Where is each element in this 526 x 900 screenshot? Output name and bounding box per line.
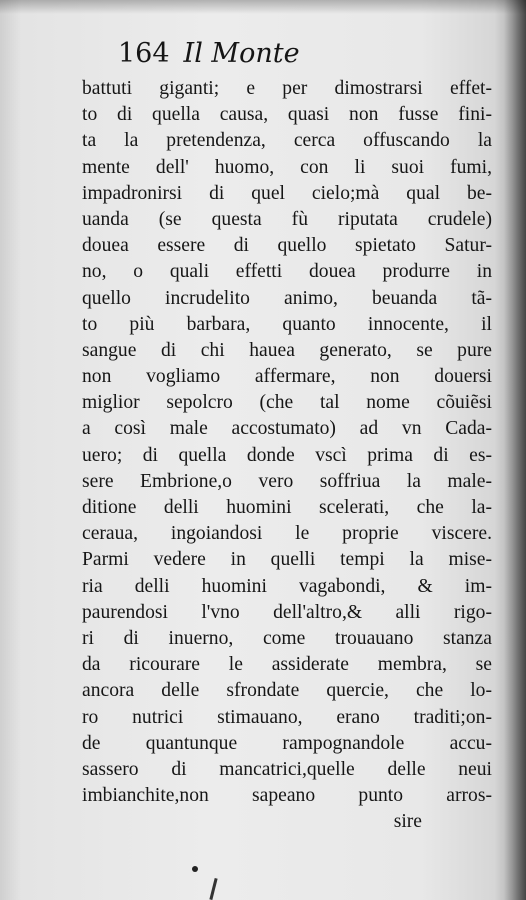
text-line: uero; di quella donde vscì prima di es-: [82, 444, 492, 466]
text-line: battuti giganti; e per dimostrarsi effet-: [82, 78, 492, 99]
text-line: de quantunque rampognandole accu-: [82, 732, 492, 754]
text-line: mente dell' huomo, con li suoi fumi,: [82, 156, 492, 178]
text-line: sere Embrione,o vero soffriua la male-: [82, 470, 492, 492]
text-line: ancora delle sfrondate quercie, che lo-: [82, 680, 492, 702]
ink-dot: [192, 866, 198, 872]
running-header: [118, 38, 300, 69]
running-title: Il Monte: [183, 38, 300, 69]
catchword: sire: [393, 811, 422, 833]
text-line: sangue di chi hauea generato, se pure: [82, 339, 492, 361]
text-line: to di quella causa, quasi non fusse fini-: [82, 104, 492, 126]
text-line: imbianchite,non sapeano punto arros-: [82, 785, 492, 807]
text-line: da ricourare le assiderate membra, se: [82, 654, 492, 676]
text-line: sassero di mancatrici,quelle delle neui: [82, 758, 492, 780]
text-line: non vogliamo affermare, non douersi: [82, 366, 492, 388]
text-line: uanda (se questa fù riputata crudele): [82, 208, 492, 230]
page-edge-shadow: [504, 0, 526, 900]
text-line: ri di inuerno, come trouauano stanza: [82, 627, 492, 649]
text-line: ditione delli huomini scelerati, che la-: [82, 497, 492, 518]
text-line: paurendosi l'vno dell'altro,& alli rigo-: [82, 601, 492, 623]
text-line: miglior sepolcro (che tal nome cõuiẽsi: [82, 392, 492, 414]
text-line: Parmi vedere in quelli tempi la mise-: [82, 549, 492, 571]
text-line: ria delli huomini vagabondi, & im-: [82, 575, 492, 597]
page-number: 164: [118, 38, 170, 69]
text-line: douea essere di quello spietato Satur-: [82, 235, 492, 257]
text-line: no, o quali effetti douea produrre in: [82, 261, 492, 283]
text-line: impadronirsi di quel cielo;mà qual be-: [82, 182, 492, 204]
text-line: ceraua, ingoiandosi le proprie viscere.: [82, 523, 492, 545]
body-text: [82, 76, 492, 835]
ink-mark: [209, 878, 217, 900]
text-line: a così male accostumato) ad vn Cada-: [82, 418, 492, 440]
text-line: quello incrudelito animo, beuanda tã-: [82, 287, 492, 309]
page-top-shadow: [0, 0, 526, 14]
text-line: to più barbara, quanto innocente, il: [82, 313, 492, 335]
text-line: ta la pretendenza, cerca offuscando la: [82, 130, 492, 152]
text-line: ro nutrici stimauano, erano traditi;on-: [82, 706, 492, 728]
